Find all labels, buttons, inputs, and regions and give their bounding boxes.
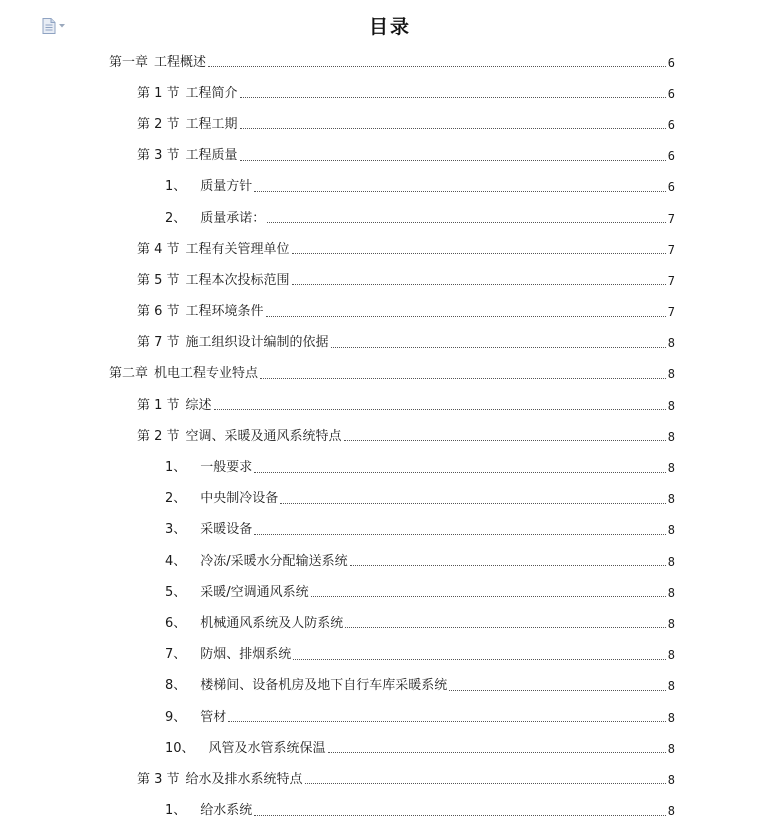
toc-entry-label: 工程环境条件 (185, 304, 264, 320)
toc-entry-heading (137, 772, 303, 788)
toc-entry-heading (109, 55, 206, 71)
toc-entry[interactable] (0, 141, 780, 172)
toc-page-number: 8 (667, 461, 675, 476)
toc-entry-number: 1、 (165, 179, 187, 195)
toc-entry-number: 第一章 (109, 54, 149, 70)
toc-entry[interactable] (0, 452, 780, 483)
toc-page-number: 8 (667, 367, 675, 382)
toc-entry-heading (165, 710, 226, 726)
toc-entry-label: 给水及排水系统特点 (185, 771, 303, 787)
toc-entry-heading (137, 335, 329, 351)
toc-entry-number: 第 3 节 (137, 771, 180, 787)
toc-entry-heading (137, 117, 238, 133)
toc-entry-heading (137, 148, 238, 164)
toc-entry-heading (165, 616, 343, 632)
toc-entry-number: 1、 (165, 460, 187, 476)
dot-leader (240, 160, 666, 161)
toc-entry[interactable] (0, 172, 780, 203)
dot-leader (345, 627, 665, 628)
dot-leader (254, 472, 665, 473)
toc-entry-label: 机电工程专业特点 (154, 366, 259, 382)
toc-page-number: 6 (667, 149, 675, 164)
dot-leader (260, 378, 666, 379)
toc-entry-number: 8、 (165, 678, 187, 694)
dot-leader (328, 752, 666, 753)
toc-entry-label: 工程简介 (185, 85, 238, 101)
toc-entry-number: 3、 (165, 522, 187, 538)
dot-leader (267, 222, 665, 223)
toc-page-number: 8 (667, 616, 675, 631)
toc-page-number: 8 (667, 804, 675, 819)
toc-page-number: 8 (667, 710, 675, 725)
toc-entry-number: 6、 (165, 615, 187, 631)
toc-entry-label: 采暖设备 (200, 522, 253, 538)
toc-entry-number: 第 7 节 (137, 335, 180, 351)
toc-entry-number: 10、 (165, 740, 195, 756)
toc-entry-number: 第 5 节 (137, 272, 180, 288)
toc-entry[interactable] (0, 764, 780, 795)
toc-page-number: 8 (667, 648, 675, 663)
toc-entry-number: 第二章 (109, 366, 149, 382)
toc-entry[interactable] (0, 47, 780, 78)
toc-page-number: 8 (667, 336, 675, 351)
toc-page-number: 8 (667, 523, 675, 538)
toc-entry[interactable] (0, 234, 780, 265)
toc-entry-heading (165, 741, 326, 757)
dot-leader (292, 284, 666, 285)
toc-page-number: 8 (667, 679, 675, 694)
toc-entry-number: 第 3 节 (137, 148, 180, 164)
toc-page-number: 8 (667, 585, 675, 600)
toc-entry-number: 2、 (165, 210, 187, 226)
dot-leader (228, 721, 665, 722)
toc-entry-label: 防烟、排烟系统 (200, 647, 292, 663)
toc-entry-label: 机械通风系统及人防系统 (200, 615, 344, 631)
toc-entry[interactable] (0, 421, 780, 452)
toc-page-number: 6 (667, 117, 675, 132)
toc-entry-heading (165, 460, 252, 476)
toc-entry[interactable] (0, 484, 780, 515)
toc-entry-number: 2、 (165, 491, 187, 507)
toc-entry-number: 第 1 节 (137, 397, 180, 413)
toc-entry-heading (137, 304, 264, 320)
toc-page-number: 6 (667, 180, 675, 195)
toc-entry-heading (137, 273, 290, 289)
toc-entry-label: 工程本次投标范围 (185, 272, 290, 288)
dot-leader (208, 66, 666, 67)
toc-page-number: 8 (667, 741, 675, 756)
toc-entry-number: 第 2 节 (137, 428, 180, 444)
dot-leader (344, 440, 666, 441)
toc-entry[interactable] (0, 328, 780, 359)
toc-entry-heading (165, 554, 348, 570)
toc-entry-label: 冷冻/采暖水分配输送系统 (200, 553, 348, 569)
toc-entry-heading (137, 242, 290, 258)
page-title: 目录 (368, 16, 411, 38)
dot-leader (280, 503, 665, 504)
toc-entry-label: 工程质量 (185, 148, 238, 164)
toc-entry-label: 施工组织设计编制的依据 (185, 335, 329, 351)
toc-page-number: 8 (667, 492, 675, 507)
toc-entry-heading (165, 211, 265, 227)
toc-entry-heading (165, 179, 252, 195)
dot-leader (305, 783, 666, 784)
toc-entry-heading (109, 366, 258, 382)
dot-leader (293, 659, 665, 660)
toc-page-number: 7 (667, 305, 675, 320)
dot-leader (240, 97, 666, 98)
toc-entry[interactable] (0, 78, 780, 109)
toc-entry-label: 楼梯间、设备机房及地下自行车库采暖系统 (200, 678, 448, 694)
toc-entry-heading (165, 647, 291, 663)
toc-entry-number: 4、 (165, 553, 187, 569)
dot-leader (254, 191, 665, 192)
toc-entry-label: 工程概述 (154, 54, 207, 70)
dot-leader (240, 128, 666, 129)
toc-entry-heading (137, 429, 342, 445)
toc-entry-number: 第 4 节 (137, 241, 180, 257)
toc-entry-label: 质量承诺： (200, 210, 266, 226)
toc-page-number: 7 (667, 273, 675, 288)
toc-entry[interactable] (0, 297, 780, 328)
toc-entry[interactable] (0, 203, 780, 234)
toc-entry[interactable] (0, 608, 780, 639)
toc-entry[interactable] (0, 733, 780, 764)
toc-entry[interactable] (0, 796, 780, 827)
toc-entry-number: 第 2 节 (137, 116, 180, 132)
toc-entry[interactable] (0, 109, 780, 140)
toc-entry-heading (137, 86, 238, 102)
toc-entry-label: 管材 (200, 709, 227, 725)
toc-entry[interactable] (0, 265, 780, 296)
dot-leader (254, 534, 665, 535)
toc-entry-number: 第 6 节 (137, 304, 180, 320)
toc-entry-heading (165, 678, 447, 694)
toc-page-number: 7 (667, 242, 675, 257)
toc-entry-heading (165, 522, 252, 538)
toc-entry-label: 一般要求 (200, 460, 253, 476)
toc-entry-number: 9、 (165, 709, 187, 725)
toc-entry-number: 7、 (165, 647, 187, 663)
toc-entry-label: 空调、采暖及通风系统特点 (185, 428, 342, 444)
dot-leader (254, 815, 665, 816)
toc-page-number: 8 (667, 772, 675, 787)
toc-page-number: 8 (667, 398, 675, 413)
dot-leader (331, 347, 666, 348)
dot-leader (266, 316, 666, 317)
toc-page-number: 6 (667, 55, 675, 70)
toc-entry-label: 给水系统 (200, 803, 253, 819)
toc-entry-heading (165, 585, 309, 601)
dot-leader (350, 565, 666, 566)
toc-page-number: 6 (667, 86, 675, 101)
toc-entry[interactable] (0, 515, 780, 546)
toc-entry-label: 质量方针 (200, 179, 253, 195)
toc-entry-label: 中央制冷设备 (200, 491, 279, 507)
toc-entry[interactable] (0, 671, 780, 702)
toc-entry[interactable] (0, 640, 780, 671)
toc-entry-heading (165, 491, 278, 507)
toc-entry-label: 工程工期 (185, 116, 238, 132)
toc-entry-number: 5、 (165, 584, 187, 600)
dot-leader (311, 596, 666, 597)
dot-leader (214, 409, 666, 410)
toc-entry-heading (137, 398, 212, 414)
toc-entry-label: 综述 (185, 397, 212, 413)
toc-entry-heading (165, 803, 252, 819)
toc-entry-number: 1、 (165, 803, 187, 819)
toc-entry-label: 工程有关管理单位 (185, 241, 290, 257)
dot-leader (449, 690, 665, 691)
table-of-contents (0, 47, 780, 827)
toc-entry[interactable] (0, 702, 780, 733)
toc-entry[interactable] (0, 577, 780, 608)
toc-entry-label: 风管及水管系统保温 (208, 740, 326, 756)
toc-entry[interactable] (0, 546, 780, 577)
toc-entry[interactable] (0, 390, 780, 421)
toc-page-number: 8 (667, 554, 675, 569)
toc-page-number: 7 (667, 211, 675, 226)
toc-entry[interactable] (0, 359, 780, 390)
dot-leader (292, 253, 666, 254)
toc-page-number: 8 (667, 429, 675, 444)
toc-entry-number: 第 1 节 (137, 85, 180, 101)
toc-entry-label: 采暖/空调通风系统 (200, 584, 309, 600)
